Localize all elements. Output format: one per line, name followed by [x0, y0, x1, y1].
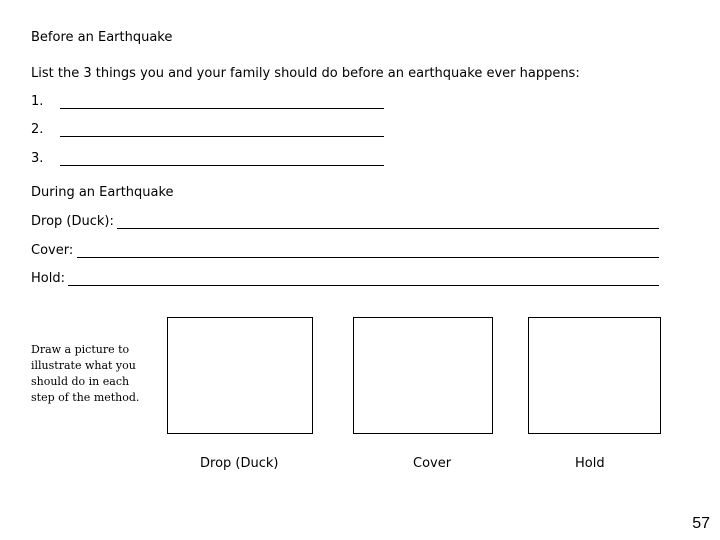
- drawing-box-cover[interactable]: [353, 317, 493, 434]
- step-label-drop: Drop (Duck):: [31, 214, 114, 229]
- page-number: 57: [692, 515, 710, 532]
- before-heading: Before an Earthquake: [31, 30, 173, 45]
- caption-drop: Drop (Duck): [200, 456, 279, 471]
- step-line-cover[interactable]: [77, 257, 659, 258]
- caption-hold: Hold: [575, 456, 605, 471]
- drawing-box-hold[interactable]: [528, 317, 661, 434]
- step-line-drop[interactable]: [117, 228, 659, 229]
- answer-line-3[interactable]: [60, 165, 384, 166]
- drawing-instruction: Draw a picture to illustrate what you should do in each step of the method.: [31, 343, 140, 404]
- before-prompt: List the 3 things you and your family should do before an earthquake ever happens:: [31, 66, 580, 81]
- caption-cover: Cover: [413, 456, 452, 471]
- list-number-2: 2.: [31, 122, 44, 137]
- during-heading: During an Earthquake: [31, 185, 174, 200]
- step-label-cover: Cover:: [31, 243, 74, 258]
- answer-line-1[interactable]: [60, 108, 384, 109]
- drawing-box-drop[interactable]: [167, 317, 313, 434]
- list-number-3: 3.: [31, 151, 44, 166]
- step-label-hold: Hold:: [31, 271, 65, 286]
- answer-line-2[interactable]: [60, 136, 384, 137]
- list-number-1: 1.: [31, 94, 44, 109]
- step-line-hold[interactable]: [68, 285, 659, 286]
